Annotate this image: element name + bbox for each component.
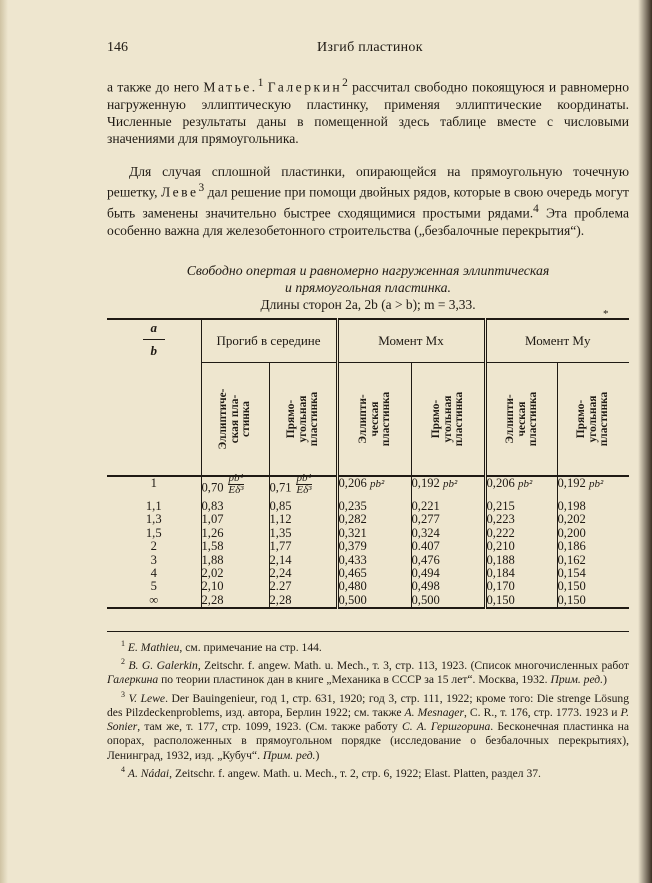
cell-my-rect: 0,198 <box>557 500 629 513</box>
footnote-ref-3: 3 <box>198 182 205 195</box>
footnote-2 <box>107 655 629 687</box>
footnote-text: , там же, т. 177, стр. 1099, 1923. (См. также работу <box>137 720 402 734</box>
cell-deflection-rect <box>269 472 337 500</box>
subheader-mx-elliptic <box>337 363 411 477</box>
editor-note: Прим. ред. <box>550 673 604 687</box>
footnote-text: ) <box>315 748 320 762</box>
page-shadow-left <box>0 0 8 883</box>
footnote-text: по теории пластинок дан в книге „Механика в СССР за 15 лет“. Москва, 1932. <box>158 673 551 687</box>
cell-deflection-elliptic: 2,28 <box>201 594 269 608</box>
cell-deflection-elliptic: 2,10 <box>201 580 269 593</box>
cell-ratio: 2 <box>150 539 157 554</box>
cell-deflection-rect: 0,85 <box>269 500 337 513</box>
cell-my-rect: 0,150 <box>557 594 629 608</box>
unit-denominator: Eδ³ <box>296 484 312 496</box>
cell-my-elliptic: 0,184 <box>485 567 557 580</box>
footnote-divider <box>107 631 629 632</box>
cell-ratio: 1,3 <box>145 512 162 527</box>
cell-my-rect: 0,150 <box>557 580 629 593</box>
asterisk-mark: * <box>603 308 609 320</box>
cell-mx-rect: 0,494 <box>411 567 485 580</box>
page-shadow-right <box>638 0 652 883</box>
ratio-denominator: b <box>150 343 157 358</box>
page-number: 146 <box>107 40 128 55</box>
cell-my-elliptic: 0,150 <box>485 594 557 608</box>
cell-ratio: 4 <box>150 566 157 581</box>
deflection-unit <box>296 473 313 496</box>
cell-mx-rect <box>411 476 485 500</box>
cell-my-elliptic <box>485 476 557 500</box>
footnote-number: 3 <box>121 689 125 699</box>
subheader-my-elliptic <box>485 363 557 477</box>
footnote-text: . Бесконечная пластинка на опорах, расположенных в прямоугольном порядке (исследование о безбалочных перекрытиях), Ленинград, 1932, изд. „Кубуч“. <box>107 720 629 762</box>
footnote-author: P. Sonier <box>107 705 629 734</box>
cell-my-rect: 0,186 <box>557 540 629 553</box>
cell-mx-rect: 0,476 <box>411 554 485 567</box>
cell-my-rect: 0,154 <box>557 567 629 580</box>
cell-mx-rect: 0,277 <box>411 513 485 526</box>
cell-my-rect: 0,162 <box>557 554 629 567</box>
footnote-author: С. А. Гершгорина <box>401 720 491 734</box>
footnote-ref-2: 2 <box>342 77 348 89</box>
unit-denominator: Eδ³ <box>228 484 244 496</box>
cell-mx-elliptic: 0,321 <box>337 527 411 540</box>
cell-mx-elliptic: 0,282 <box>337 513 411 526</box>
footnote-text: . Der Bauingenieur, год 1, стр. 631, 1920; год 3, стр. 111, 1922; кроме того: Die strenge Lösung des Pilzdeckenproblems, изд. автора, Берлин 1922; см. также <box>107 691 629 719</box>
footnotes <box>107 637 629 781</box>
cell-ratio: 1,1 <box>145 499 162 513</box>
cell-ratio: 1 <box>150 476 157 490</box>
cell-value: 0,206 <box>486 476 515 490</box>
footnote-3 <box>107 688 629 763</box>
moment-unit: pb² <box>518 478 533 490</box>
cell-my-elliptic: 0,215 <box>485 500 557 513</box>
footnote-author: A. Nádai <box>127 766 170 780</box>
group-header-deflection: Прогиб в середине <box>201 319 337 363</box>
footnote-1 <box>107 637 629 655</box>
footnote-text: , Zeitschr. f. angew. Math. u. Mech., т. 3, стр. 113, 1923. (Список многочисленных работ <box>197 659 630 673</box>
cell-deflection-rect: 1,77 <box>269 540 337 553</box>
author-mathieu: Матье. <box>203 79 258 95</box>
cell-my-elliptic: 0,210 <box>485 540 557 553</box>
cell-my-rect: 0,202 <box>557 513 629 526</box>
footnote-text: ) <box>603 673 607 687</box>
cell-mx-rect: 0,221 <box>411 500 485 513</box>
footnote-author: V. Lewe <box>128 691 166 705</box>
table-caption <box>107 262 629 296</box>
cell-mx-elliptic: 0,465 <box>337 567 411 580</box>
ratio-fraction-line <box>143 339 165 340</box>
footnote-text: , см. примечание на стр. 144. <box>179 640 322 654</box>
cell-deflection-rect: 2.27 <box>269 580 337 593</box>
cell-ratio: ∞ <box>149 592 159 607</box>
footnote-4 <box>107 763 629 781</box>
footnote-author: E. Mathieu <box>127 640 180 654</box>
group-header-moment-mx: Момент Mx <box>337 319 485 363</box>
table-row <box>107 594 629 608</box>
author-lewe: Леве <box>160 184 199 200</box>
cell-my-elliptic: 0,223 <box>485 513 557 526</box>
ratio-header <box>107 319 201 476</box>
cell-deflection-rect: 2,24 <box>269 567 337 580</box>
cell-my-elliptic: 0,222 <box>485 527 557 540</box>
footnote-author: A. Mesnager <box>404 705 464 719</box>
cell-ratio: 5 <box>150 579 157 594</box>
unit-numerator: pb⁴ <box>296 472 312 484</box>
deflection-unit <box>228 473 245 496</box>
table-row <box>107 540 629 553</box>
group-header-moment-my: Момент My <box>485 319 629 363</box>
cell-deflection-rect: 2,14 <box>269 554 337 567</box>
subheader-deflection-rect <box>269 363 337 477</box>
footnote-number: 1 <box>121 639 125 648</box>
subheader-deflection-elliptic <box>201 363 269 477</box>
cell-deflection-elliptic: 2,02 <box>201 567 269 580</box>
footnote-ref-1: 1 <box>257 77 264 89</box>
cell-deflection-elliptic <box>201 472 269 500</box>
cell-deflection-elliptic: 1,58 <box>201 540 269 553</box>
p1-text-start: а также до него <box>107 79 204 95</box>
cell-my-rect <box>557 476 629 500</box>
editor-note: Прим. ред. <box>262 748 316 762</box>
cell-mx-elliptic <box>337 476 411 500</box>
subheader-text: Эллиптиче- ская пла- стинка <box>216 388 252 450</box>
cell-mx-elliptic: 0,480 <box>337 580 411 593</box>
cell-mx-elliptic: 0,235 <box>337 500 411 513</box>
cell-ratio: 1,5 <box>145 525 162 540</box>
caption-line-1: Свободно опертая и равномерно нагруженная эллиптическая <box>186 263 550 278</box>
cell-mx-elliptic: 0,433 <box>337 554 411 567</box>
subheader-text: Эллипти- ческая пластинка <box>503 391 539 447</box>
p2-text-end: Эта проблема особенно важна для железобетонного строительства („безбалочные перекрытия“). <box>107 205 629 238</box>
cell-deflection-rect: 2,28 <box>269 594 337 608</box>
paragraph-1 <box>107 75 629 147</box>
table-row <box>107 513 629 526</box>
subheader-text: Прямо- угольная пластинка <box>429 391 465 447</box>
page-header <box>107 40 607 60</box>
cell-deflection-rect: 1,12 <box>269 513 337 526</box>
p1-text-end: рассчитал свободно покоящуюся и равномерно нагруженную эллиптическую пластинку, применяя эллиптические координаты. Численные результаты даны в помещенной здесь таблице вместе с числовыми значениями для прямоугольника. <box>107 79 629 147</box>
cell-deflection-elliptic: 0,83 <box>201 500 269 513</box>
footnote-text: , C. R., т. 176, стр. 1773. 1923 и <box>463 705 621 719</box>
caption-line-2: и прямоугольная пластинка. <box>284 280 452 295</box>
footnote-number: 4 <box>121 764 125 774</box>
cell-deflection-rect: 1,35 <box>269 527 337 540</box>
cell-value: 0,206 <box>338 476 367 490</box>
subheader-text: Прямо- угольная пластинка <box>284 391 320 447</box>
cell-mx-elliptic: 0,500 <box>337 594 411 608</box>
table-row <box>107 500 629 513</box>
running-title: Изгиб пластинок <box>317 40 423 55</box>
subheader-text: Прямо- угольная пластинка <box>575 391 610 447</box>
footnote-author: B. G. Galerkin <box>128 659 198 673</box>
cell-mx-rect: 0.407 <box>411 540 485 553</box>
cell-mx-rect: 0,500 <box>411 594 485 608</box>
cell-deflection-elliptic: 1,88 <box>201 554 269 567</box>
cell-deflection-elliptic: 1,26 <box>201 527 269 540</box>
paragraph-2 <box>107 163 629 239</box>
moment-unit: pb² <box>589 478 604 490</box>
cell-ratio: 3 <box>150 552 157 567</box>
unit-numerator: pb⁴ <box>228 472 244 484</box>
cell-value: 0,192 <box>557 476 586 490</box>
table-row <box>107 527 629 540</box>
subheader-my-rect <box>557 363 629 477</box>
table-subtitle: Длины сторон 2a, 2b (a > b); m = 3,33. <box>260 297 476 312</box>
cell-my-rect: 0,200 <box>557 527 629 540</box>
cell-my-elliptic: 0,188 <box>485 554 557 567</box>
cell-value: 0,71 <box>269 480 292 495</box>
subheader-text: Эллипти- ческая пластинка <box>356 391 392 447</box>
cell-mx-elliptic: 0,379 <box>337 540 411 553</box>
table-row <box>107 567 629 580</box>
subheader-mx-rect <box>411 363 485 477</box>
table-row <box>107 580 629 593</box>
results-table <box>107 318 629 609</box>
cell-mx-rect: 0,498 <box>411 580 485 593</box>
cell-mx-rect: 0,324 <box>411 527 485 540</box>
cell-value: 0,192 <box>411 476 440 490</box>
table-row <box>107 476 629 500</box>
footnote-author: Галеркина <box>107 673 159 687</box>
cell-value: 0,70 <box>201 480 224 495</box>
moment-unit: pb² <box>443 478 458 490</box>
footnote-number: 2 <box>121 657 125 667</box>
author-galerkin: Галеркин <box>267 79 343 95</box>
footnote-text: , Zeitschr. f. angew. Math. u. Mech., т. 2, стр. 6, 1922; Elast. Platten, раздел 37. <box>169 766 541 780</box>
moment-unit: pb² <box>370 478 385 490</box>
p2-text-start: Для случая сплошной пластинки, опирающейся на прямоугольную точечную решетку, <box>107 164 629 200</box>
footnote-ref-4: 4 <box>533 202 539 215</box>
table-row <box>107 554 629 567</box>
ratio-numerator: a <box>150 320 157 335</box>
cell-deflection-elliptic: 1,07 <box>201 513 269 526</box>
p2-text-mid: дал решение при помощи двойных рядов, которые в свою очередь могут быть заменены значительно быстрее сходящимися простыми рядами. <box>107 184 629 221</box>
cell-my-elliptic: 0,170 <box>485 580 557 593</box>
